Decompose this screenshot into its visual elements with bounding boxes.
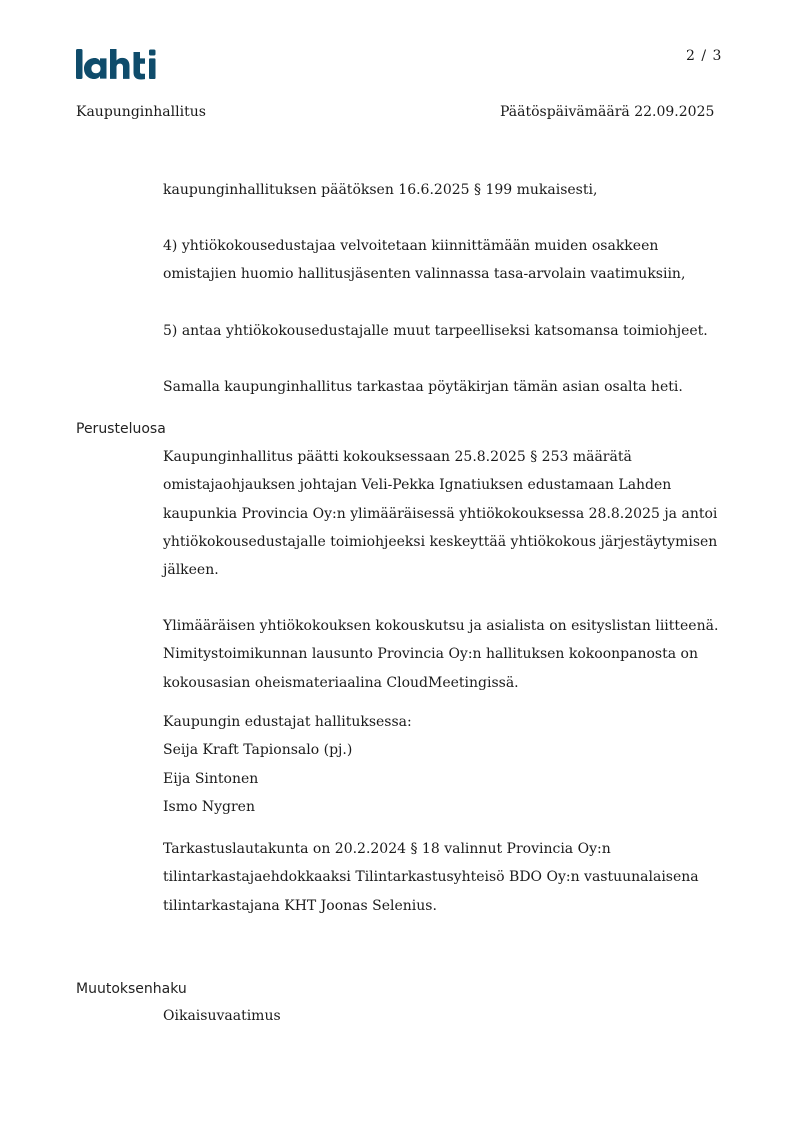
text-line: Oikaisuvaatimus [163,1008,281,1024]
text-line: Kaupunginhallitus päätti kokouksessaan 25.8.2025 § 253 määrätä [163,449,632,465]
text-line: Nimitystoimikunnan lausunto Provincia Oy:n hallituksen kokoonpanosta on [163,646,698,663]
text-line: jälkeen. [163,562,219,579]
decision-item [163,317,723,345]
lahti-logo [75,46,170,82]
text-line: 5) antaa yhtiökokousedustajalle muut tarpeelliseksi katsomansa toimiohjeet. [163,323,708,339]
appeal-type [163,1002,723,1030]
page-number: 2 / 3 [686,48,723,64]
text-line: omistajaohjauksen johtajan Veli-Pekka Ignatiuksen edustamaan Lahden [163,477,672,494]
text-line: Samalla kaupunginhallitus tarkastaa pöytäkirjan tämän asian osalta heti. [163,379,683,395]
decision-item [163,373,723,401]
list-item: Seija Kraft Tapionsalo (pj.) [163,742,353,759]
decision-item [163,176,723,204]
text-line: kaupunkia Provincia Oy:n ylimääräisessä yhtiökokouksessa 28.8.2025 ja antoi [163,505,718,522]
organization-name: Kaupunginhallitus [76,104,206,120]
decision-date: Päätöspäivämäärä 22.09.2025 [500,104,715,120]
text-line: tilintarkastajana KHT Joonas Selenius. [163,897,437,914]
text-line: 4) yhtiökokousedustajaa velvoitetaan kiinnittämään muiden osakkeen [163,238,659,254]
section-heading-muutoksenhaku: Muutoksenhaku [76,981,187,997]
text-line: tilintarkastajaehdokkaaksi Tilintarkastusyhteisö BDO Oy:n vastuunalaisena [163,869,699,886]
paragraph [163,835,723,920]
section-heading-perusteluosa: Perusteluosa [76,421,166,437]
board-members-list [163,708,723,821]
paragraph [163,612,723,697]
list-item: Eija Sintonen [163,770,259,787]
decision-item [163,232,723,289]
list-item: Ismo Nygren [163,798,255,815]
paragraph [163,443,723,584]
text-line: kokousasian oheismateriaalina CloudMeetingissä. [163,674,519,691]
text-line: yhtiökokousedustajalle toimiohjeeksi keskeyttää yhtiökokous järjestäytymisen [163,533,718,550]
text-line: Tarkastuslautakunta on 20.2.2024 § 18 valinnut Provincia Oy:n [163,841,611,857]
text-line: omistajien huomio hallitusjäsenten valinnassa tasa-arvolain vaatimuksiin, [163,266,686,283]
text-line: kaupunginhallituksen päätöksen 16.6.2025 § 199 mukaisesti, [163,182,598,198]
list-heading: Kaupungin edustajat hallituksessa: [163,714,412,730]
text-line: Ylimääräisen yhtiökokouksen kokouskutsu ja asialista on esityslistan liitteenä. [163,618,719,634]
